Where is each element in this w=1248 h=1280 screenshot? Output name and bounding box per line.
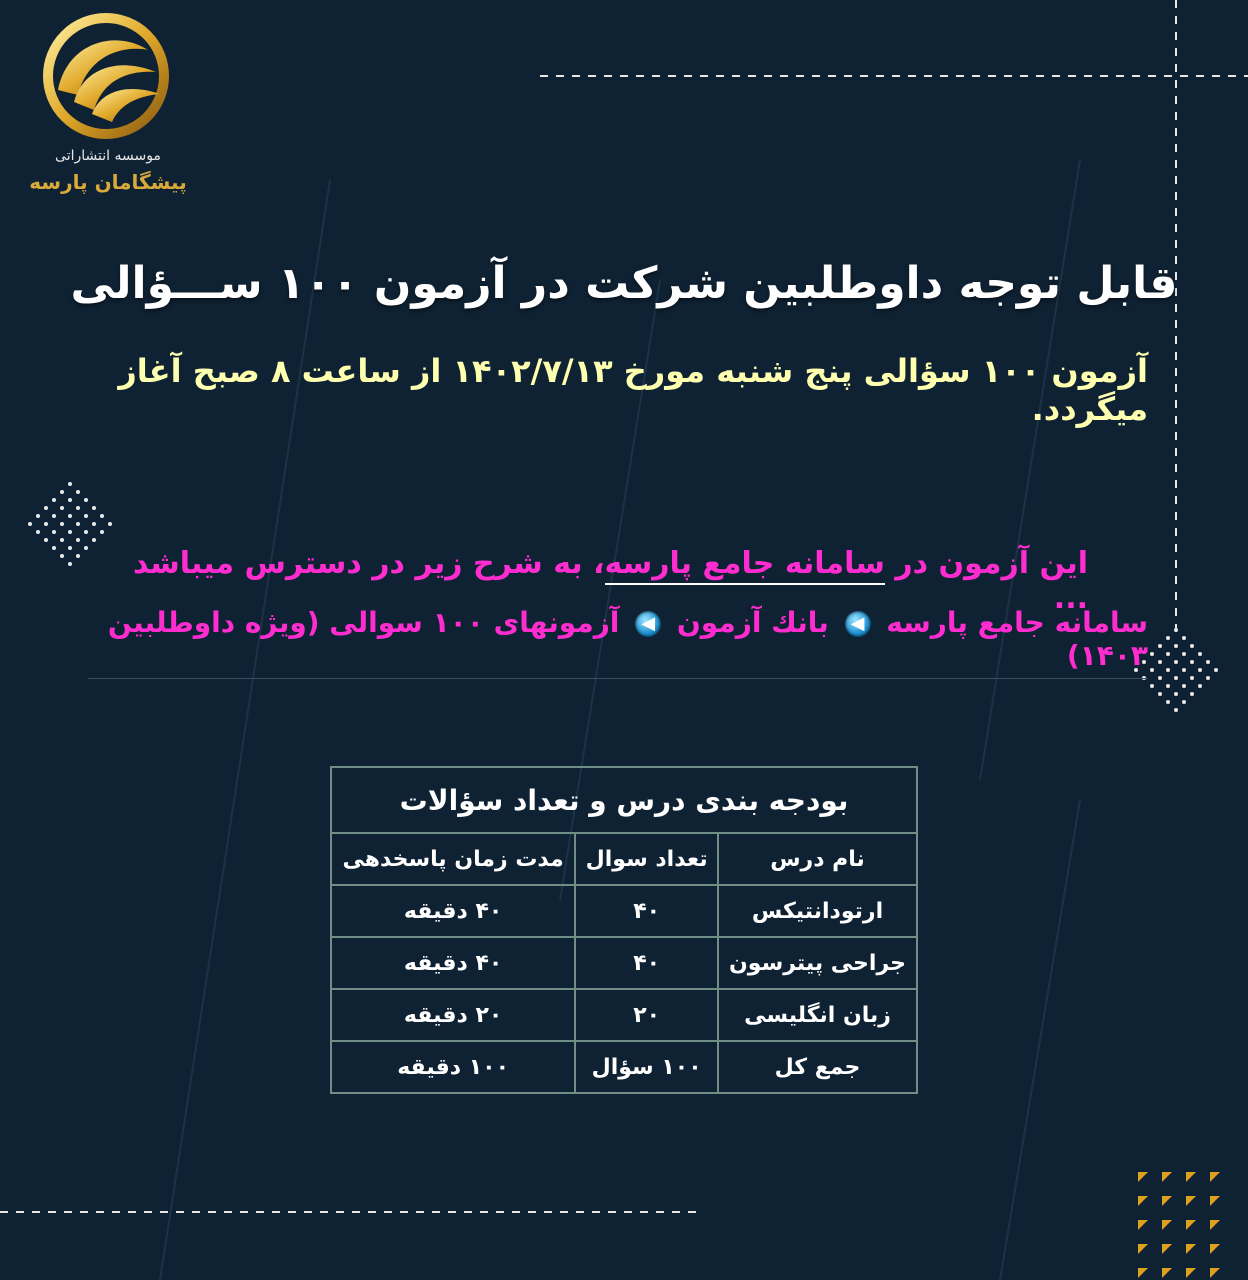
page-title: قابل توجه داوطلبین شرکت در آزمون ۱۰۰ ســـؤالی bbox=[70, 258, 1178, 309]
system-link[interactable]: سامانه جامع پارسه bbox=[605, 546, 885, 585]
table-row bbox=[331, 989, 917, 1041]
cell-subject: ارتودانتیکس bbox=[718, 885, 917, 937]
dot-pattern-left bbox=[28, 482, 112, 566]
header-question-count: تعداد سوال bbox=[575, 833, 718, 885]
exam-date-notice: آزمون ۱۰۰ سؤالی پنج شنبه مورخ ۱۴۰۲/۷/۱۳ از ساعت ۸ صبح آغاز میگردد. bbox=[118, 352, 1148, 428]
arrow-left-circle-icon: ◀ bbox=[845, 611, 871, 637]
navigation-path bbox=[88, 606, 1148, 679]
logo-subtitle: موسسه انتشاراتی bbox=[55, 148, 161, 164]
cell-subject: زبان انگلیسی bbox=[718, 989, 917, 1041]
access-text-before: این آزمون در bbox=[884, 546, 1088, 581]
cell-duration: ۴۰ دقیقه bbox=[331, 937, 575, 989]
budget-table bbox=[330, 766, 918, 1094]
table-row bbox=[331, 937, 917, 989]
table-row bbox=[331, 885, 917, 937]
cell-question-count: ۲۰ bbox=[575, 989, 718, 1041]
logo bbox=[28, 10, 188, 210]
header-subject: نام درس bbox=[718, 833, 917, 885]
logo-brand-name: پیشگامان پارسه bbox=[29, 170, 187, 194]
table-row-total bbox=[331, 1041, 917, 1093]
cell-duration: ۱۰۰ دقیقه bbox=[331, 1041, 575, 1093]
header-duration: مدت زمان پاسخدهی bbox=[331, 833, 575, 885]
path-step-system[interactable]: سامانه جامع پارسه bbox=[886, 606, 1148, 639]
table-caption: بودجه بندی درس و تعداد سؤالات bbox=[331, 767, 917, 833]
triangle-pattern bbox=[1138, 1172, 1220, 1278]
cell-question-count: ۴۰ bbox=[575, 885, 718, 937]
cell-duration: ۲۰ دقیقه bbox=[331, 989, 575, 1041]
cell-subject: جراحی پیترسون bbox=[718, 937, 917, 989]
path-step-exam-bank[interactable]: بانك آزمون bbox=[676, 606, 829, 639]
cell-question-count: ۴۰ bbox=[575, 937, 718, 989]
arrow-left-circle-icon: ◀ bbox=[635, 611, 661, 637]
table-header-row bbox=[331, 833, 917, 885]
logo-emblem-icon bbox=[28, 10, 188, 150]
cell-question-count: ۱۰۰ سؤال bbox=[575, 1041, 718, 1093]
cell-duration: ۴۰ دقیقه bbox=[331, 885, 575, 937]
access-text-after: ، به شرح زیر در دسترس میباشد ... bbox=[132, 546, 1088, 616]
path-step-100-question-exams[interactable]: آزمونهای ۱۰۰ سوالی (ویژه داوطلبین ۱۴۰۳) bbox=[107, 606, 1148, 672]
cell-subject: جمع کل bbox=[718, 1041, 917, 1093]
